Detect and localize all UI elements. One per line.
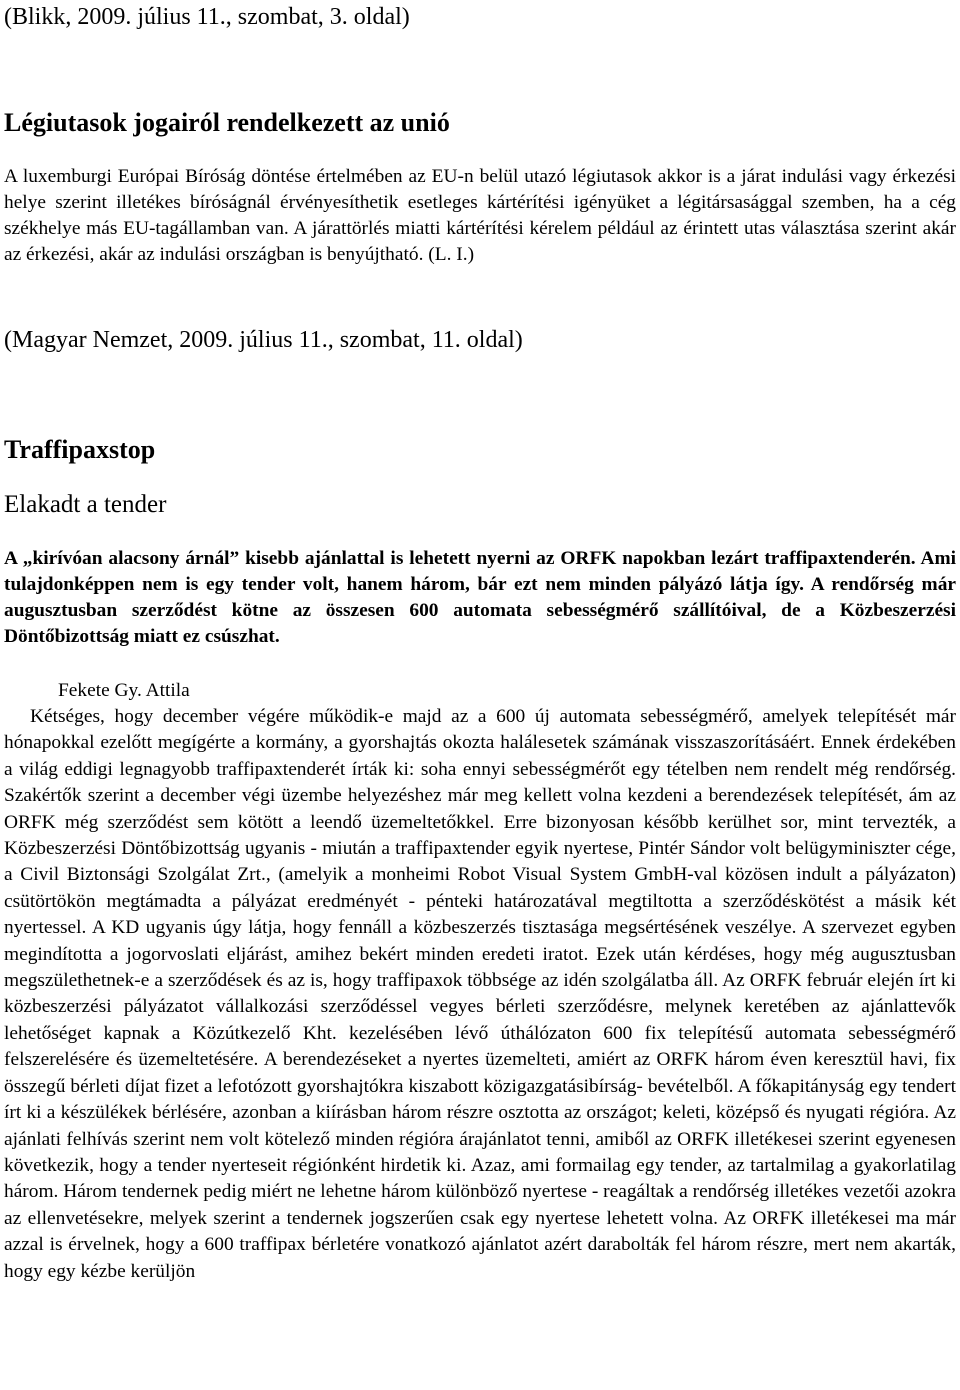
article-author: Fekete Gy. Attila: [58, 680, 190, 701]
article-title-traffipaxstop: Traffipaxstop: [4, 435, 156, 464]
article-body-text: Kétséges, hogy december végére működik-e majd az a 600 új automata sebességmérő, amelyek telepítését már hónapokkal ezelőtt megígérte a kormány, a gyorshajtás okozta halálesetek számának visszaszorításáért. Ennek érdekében a világ eddigi legnagyobb traffipaxtenderét írták ki: soha ennyi sebességmérőt egy tételben nem rendelt még rendőrség. Szakértők szerint a december végi üzembe helyezéshez már meg kellett volna kezdeni a berendezések telepítését, ám az ORFK még szerződést sem kötött a leendő üzemeltetőkkel. Erre bizonyosan később kerülhet sor, mint tervezték, a Közbeszerzési Döntőbizottság ugyanis - miután a traffipaxtender egyik nyertese, Pintér Sándor volt belügyminiszter cége, a Civil Biztonsági Szolgálat Zrt., (amelyik a monheimi Robot Visual System GmbH-val közösen indult a pályázaton) csütörtökön megtámadta a pályázat eredményét - pénteki határozatával megtiltotta a szerződéskötést a másik két nyertessel. A KD ugyanis úgy látja, hogy fennáll a közbeszerzés tisztasága megsértésének veszélye. A szervezet egyben megindította a jogorvoslati eljárást, amihez bekért minden eredeti iratot. Ezek után kérdéses, hogy még augusztusban megszülethetnek-e a szerződések és az is, hogy traffipaxok többsége az idén szolgálatba áll. Az ORFK február elején írt ki közbeszerzési pályázatot vállalkozási szerződéssel vegyes bérleti szerződésre, melynek keretében az ajánlattevők lehetőséget kapnak a Közútkezelő Kht. kezelésében lévő úthálózaton 600 fix telepítésű automata sebességmérő felszerelésére és üzemeltetésére. A berendezéseket a nyertes üzemelteti, amiért az ORFK három éven keresztül havi, fix összegű bérleti díjat fizet a lefotózott gyorshajtókra kiszabott közigazgatásibírság- bevételből. A főkapitányság egy tendert írt ki a készülékek bérlésére, azonban a kiírásban három részre osztotta az országot; keleti, középső és nyugati régióra. Az ajánlati felhívás szerint nem volt kötelező minden régióra árajánlatot tenni, amiből az ORFK illetékesei szerint egyenesen következik, hogy a tender nyerteseit régiónként hirdetik ki. Azaz, ami formailag egy tender, az tartalmilag a gyakorlatilag három. Három tendernek pedig miért ne lehetne három különböző nyertese - reagáltak a rendőrség illetékes vezetői azokra az ellenvetésekre, melyek szerint a tendernek jogszerűen csak egy nyertese lehetett volna. Az ORFK illetékesei ma már azzal is érvelnek, hogy a 600 traffipax bérletére vonatkozó ajánlatot azért darabolták fel három részre, mert nem akarták, hogy egy kézbe kerüljön: [4, 706, 956, 1282]
article-title-legiutasok: Légiutasok jogairól rendelkezett az unió: [4, 108, 450, 137]
article-lead: A „kirívóan alacsony árnál” kisebb ajánlattal is lehetett nyerni az ORFK napokban lezárt traffipaxtenderén. Ami tulajdonképpen nem is egy tender volt, hanem három, bár ezt nem minden pályázó látja így. A rendőrség már augusztusban szerződést kötne az összesen 600 automata sebességmérő szállítóival, de a Közbeszerzési Döntőbizottság miatt ez csúszhat.: [4, 548, 956, 647]
source-citation-magyar-nemzet: (Magyar Nemzet, 2009. július 11., szombat, 11. oldal): [4, 327, 523, 353]
article-subtitle: Elakadt a tender: [4, 491, 167, 518]
source-citation-blikk: (Blikk, 2009. július 11., szombat, 3. oldal): [4, 4, 410, 30]
article-body-traffipaxstop: [4, 704, 956, 1285]
article-body-legiutasok: A luxemburgi Európai Bíróság döntése értelmében az EU-n belül utazó légiutasok akkor is a járat indulási vagy érkezési helye szerint illetékes bíróságnál érvényesíthetik esetleges kártérítési igényüket a légitársasággal szemben, ha a cég székhelye más EU-tagállamban van. A járattörlés miatti kártérítési kérelem például az érintett utas választása szerint akár az érkezési, akár az indulási országban is benyújtható. (L. I.): [4, 166, 956, 265]
